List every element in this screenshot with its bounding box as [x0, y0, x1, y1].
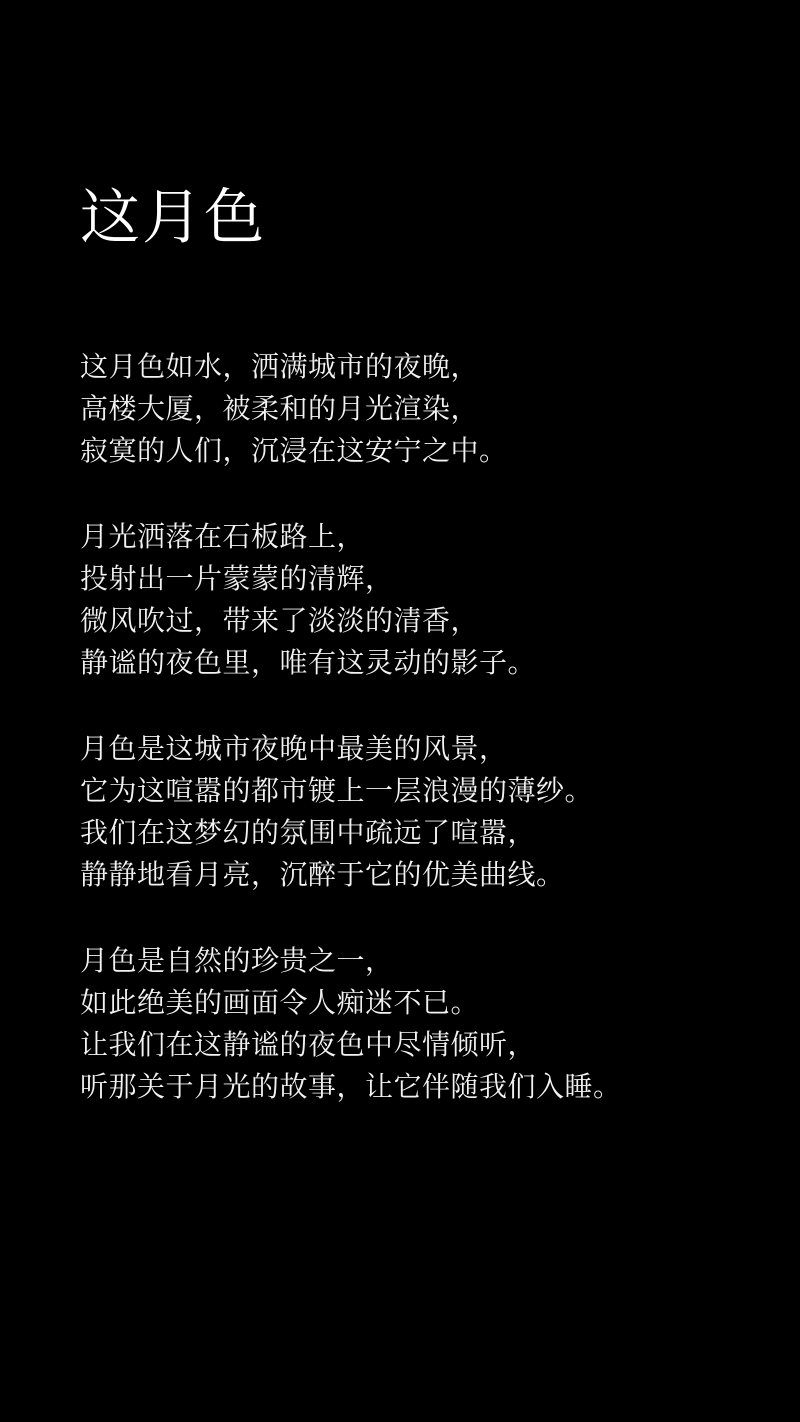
- poem-line: 投射出一片蒙蒙的清辉，: [80, 563, 394, 594]
- poem-line: 听那关于月光的故事，让它伴随我们入睡。: [80, 1071, 622, 1102]
- stanza-4: [80, 940, 720, 1108]
- poem-body: [80, 346, 720, 1108]
- stanza-2: [80, 516, 720, 684]
- poem-line: 让我们在这静谧的夜色中尽情倾听，: [80, 1029, 537, 1060]
- poem-line: 高楼大厦，被柔和的月光渲染，: [80, 393, 480, 424]
- stanza-3: [80, 728, 720, 896]
- poem-line: 我们在这梦幻的氛围中疏远了喧嚣，: [80, 817, 537, 848]
- poem-line: 微风吹过，带来了淡淡的清香，: [80, 605, 480, 636]
- poem-line: 这月色如水，洒满城市的夜晚，: [80, 351, 480, 382]
- poem-line: 月色是自然的珍贵之一，: [80, 945, 394, 976]
- poem-line: 它为这喧嚣的都市镀上一层浪漫的薄纱。: [80, 775, 594, 806]
- stanza-1: [80, 346, 720, 472]
- poem-line: 静谧的夜色里，唯有这灵动的影子。: [80, 647, 537, 678]
- poem-line: 寂寞的人们，沉浸在这安宁之中。: [80, 435, 508, 466]
- poem-line: 静静地看月亮，沉醉于它的优美曲线。: [80, 859, 565, 890]
- page-title: 这月色: [80, 184, 266, 251]
- poem-line: 月光洒落在石板路上，: [80, 521, 366, 552]
- poem-line: 如此绝美的画面令人痴迷不已。: [80, 987, 480, 1018]
- poem-line: 月色是这城市夜晚中最美的风景，: [80, 733, 508, 764]
